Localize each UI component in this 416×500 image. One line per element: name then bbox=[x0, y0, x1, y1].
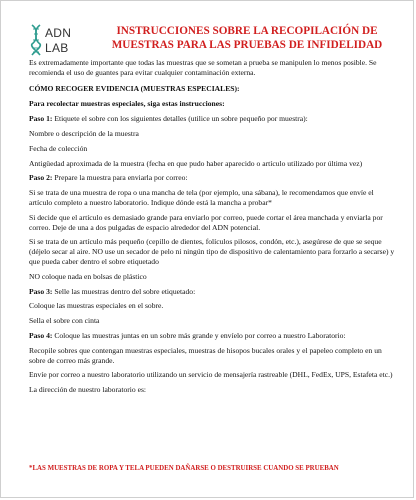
step-4 bbox=[29, 331, 397, 341]
step-2-item: Si decide que el artículo es demasiado grande para enviarlo por correo, puede cortar el área manchada y enviarla por correo. Deje de una a dos pulgadas de espacio alrededor del ADN potencial. bbox=[29, 212, 383, 232]
intro-paragraph: Es extremadamente importante que todas las muestras que se sometan a prueba se manipulen lo menos posible. Se recomienda el uso de guantes para evitar cualquier contaminación externa. bbox=[29, 58, 377, 77]
step-3-item: Sella el sobre con cinta bbox=[29, 316, 100, 326]
step-4-item: La dirección de nuestro laboratorio es: bbox=[29, 385, 147, 395]
document-body bbox=[29, 58, 397, 400]
section-heading-text: CÓMO RECOGER EVIDENCIA (MUESTRAS ESPECIALES): bbox=[29, 83, 240, 93]
document-header bbox=[29, 23, 399, 57]
title-line-2: MUESTRAS PARA LAS PRUEBAS DE INFIDELIDAD bbox=[111, 39, 383, 51]
subheading-text: Para recolectar muestras especiales, siga estas instrucciones: bbox=[29, 99, 225, 109]
step-1 bbox=[29, 114, 397, 124]
step-4-label: Paso 4: bbox=[29, 330, 53, 340]
step-2-item: NO coloque nada en bolsas de plástico bbox=[29, 271, 147, 281]
step-2-item: Si se trata de una muestra de ropa o una mancha de tela (por ejemplo, una sábana), le recomendamos que envíe el artículo completo a nuestro laboratorio. Indique dónde está la mancha a probar* bbox=[29, 188, 374, 207]
logo-text-lab: LAB bbox=[45, 41, 69, 55]
step-3-label: Paso 3: bbox=[29, 286, 53, 296]
step-1-item: Fecha de colección bbox=[29, 143, 88, 153]
step-2 bbox=[29, 173, 397, 183]
step-3 bbox=[29, 287, 397, 297]
step-1-text: Etiquete el sobre con los siguientes detalles (utilice un sobre pequeño por muestra): bbox=[52, 114, 308, 124]
dna-helix-icon bbox=[29, 24, 43, 56]
logo bbox=[29, 23, 95, 57]
step-2-text: Prepare la muestra para enviarla por correo: bbox=[52, 173, 188, 183]
step-1-item: Antigüedad aproximada de la muestra (fecha en que pudo haber aparecido o artículo utilizado por última vez) bbox=[29, 158, 363, 168]
step-2-item: Si se trata de un artículo más pequeño (cepillo de dientes, folículos pilosos, condón, etc.), asegúrese de que se seque (déjelo secar al aire. NO use un secador de pelo ni ningún tipo de dispositivo de calentamiento para forzarlo a secarse) y que pueda caber dentro el sobre etiquetado bbox=[29, 237, 395, 266]
document-title bbox=[95, 24, 399, 52]
step-4-item: Envíe por correo a nuestro laboratorio utilizando un servicio de mensajería rastreable (DHL, FedEx, UPS, Estafeta etc.) bbox=[29, 370, 393, 380]
warning-note: *LAS MUESTRAS DE ROPA Y TELA PUEDEN DAÑARSE O DESTRUIRSE CUANDO SE PRUEBAN bbox=[29, 465, 339, 472]
title-line-1: INSTRUCCIONES SOBRE LA RECOPILACIÓN DE bbox=[116, 25, 378, 37]
step-1-item: Nombre o descripción de la muestra bbox=[29, 128, 139, 138]
step-2-label: Paso 2: bbox=[29, 173, 53, 183]
logo-text-adn: ADN bbox=[45, 26, 72, 40]
step-3-item: Coloque las muestras especiales en el sobre. bbox=[29, 301, 164, 311]
step-4-item: Recopile sobres que contengan muestras especiales, muestras de hisopos bucales orales y el papeleo completo en un sobre de correo más grande. bbox=[29, 345, 382, 365]
step-4-text: Coloque las muestras juntas en un sobre más grande y envíelo por correo a nuestro Laboratorio: bbox=[52, 330, 346, 340]
instructions-subheading bbox=[29, 99, 397, 109]
step-3-text: Selle las muestras dentro del sobre etiquetado: bbox=[52, 286, 196, 296]
step-1-label: Paso 1: bbox=[29, 114, 53, 124]
section-heading bbox=[29, 84, 397, 94]
